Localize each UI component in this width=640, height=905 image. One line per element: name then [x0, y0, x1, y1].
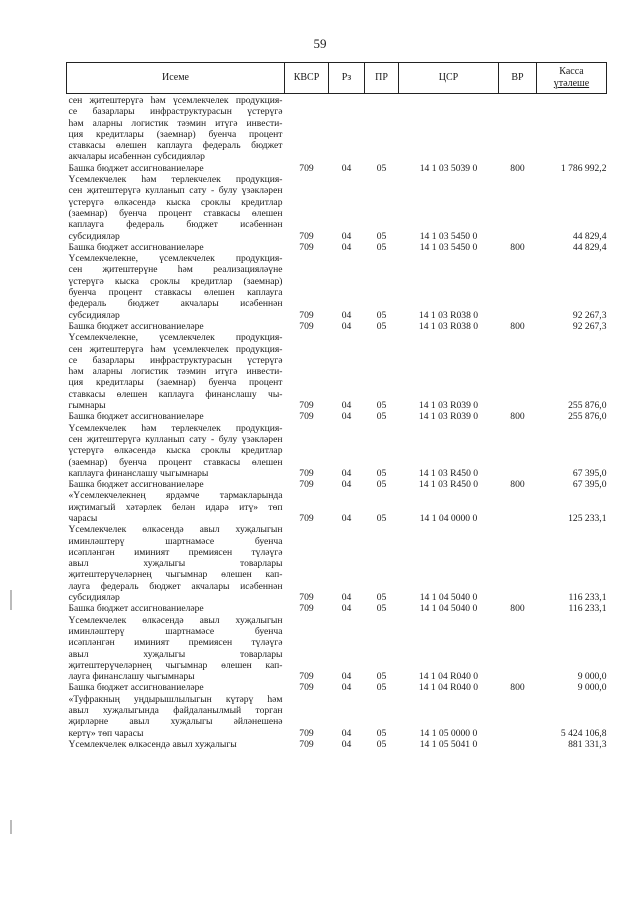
csr-cell: 14 1 03 R450 0 [418, 467, 479, 479]
pr-cell: 05 [376, 411, 387, 423]
kvsr-cell: 709 [299, 671, 314, 683]
header-kvsr: КВСР [285, 63, 329, 94]
description-line: Башка бюджет ассигнованиеләре [68, 162, 204, 174]
kvsr-cell: 709 [299, 230, 314, 242]
table-row [67, 253, 607, 321]
amount-cell: 67 395,0 [572, 467, 607, 479]
vr-cell [499, 94, 537, 163]
rz-cell: 04 [341, 682, 352, 694]
description-line: ставкасы өлешен каплауга финанслашу чы- [68, 388, 283, 400]
row-description [67, 94, 285, 163]
description-line: авыл хуҗалыгы товарлары [68, 558, 283, 570]
description-line: ставкасы өлешен каплауга федераль бюджет [68, 140, 283, 152]
table-row [67, 94, 607, 163]
description-line: Үсемлекчелек өлкәсендә авыл хуҗалыгын [68, 524, 283, 536]
table-row [67, 423, 607, 479]
row-description [67, 321, 285, 332]
row-description [67, 163, 285, 174]
vr-cell [499, 423, 537, 479]
pr-cell: 05 [376, 592, 387, 604]
rz-cell [329, 94, 365, 163]
row-description [67, 242, 285, 253]
kvsr-cell: 709 [299, 309, 314, 321]
description-line: Башка бюджет ассигнованиеләре [68, 411, 204, 423]
rz-cell: 04 [341, 592, 352, 604]
description-line: Үсемлекчелек һәм терлекчелек продукция- [68, 422, 283, 434]
description-line: «Туфракның уңдырышлылыгын күтәрү һәм [68, 693, 283, 705]
table-row [67, 163, 607, 174]
amount-cell: 9 000,0 [577, 682, 607, 694]
vr-cell: 800 [510, 241, 525, 253]
row-description [67, 739, 285, 750]
row-description [67, 524, 285, 603]
table-row [67, 479, 607, 490]
csr-cell: 14 1 03 R038 0 [418, 320, 479, 332]
rz-cell: 04 [341, 671, 352, 683]
description-line: Башка бюджет ассигнованиеләре [68, 241, 204, 253]
table-row [67, 694, 607, 739]
kvsr-cell: 709 [299, 727, 314, 739]
description-line: ция кредитлары (заемнар) буенча процент [68, 377, 283, 389]
amount-cell: 116 233,1 [568, 603, 607, 615]
description-line: иҗтимагый хәтәрлек белән идарә итү» төп [68, 501, 283, 513]
vr-cell [499, 615, 537, 683]
kvsr-cell: 709 [299, 592, 314, 604]
description-line: Башка бюджет ассигнованиеләре [68, 320, 204, 332]
amount-cell: 9 000,0 [577, 671, 607, 683]
kvsr-cell: 709 [299, 162, 314, 174]
pr-cell: 05 [376, 230, 387, 242]
kvsr-cell: 709 [299, 241, 314, 253]
description-line: исәпләнгән иминият премиясен түләүгә [68, 546, 283, 558]
pr-cell: 05 [376, 320, 387, 332]
description-line: сен җитештерүгә кулланып сату - булу үзәкләрен [68, 433, 283, 445]
pr-cell: 05 [376, 400, 387, 412]
description-line: чарасы [68, 512, 98, 524]
description-line: һәм аларны логистик тәэмин итүгә инвести- [68, 117, 283, 129]
description-line: сен җитештерүгә кулланып сату - булу үзәкләрен [68, 185, 283, 197]
vr-cell [499, 524, 537, 603]
rz-cell: 04 [341, 162, 352, 174]
vr-cell: 800 [510, 162, 525, 174]
amount-cell: 92 267,3 [572, 320, 607, 332]
pr-cell: 05 [376, 479, 387, 491]
description-line: лауга федераль бюджет акчалары исәбеннән [68, 580, 283, 592]
description-line: иминләштерү шартнамәсе буенча [68, 625, 283, 637]
vr-cell [499, 174, 537, 242]
rz-cell: 04 [341, 320, 352, 332]
csr-cell: 14 1 04 0000 0 [419, 512, 478, 524]
vr-cell: 800 [510, 682, 525, 694]
table-row [67, 739, 607, 750]
description-line: каплауга финанслашу чыгымнары [68, 467, 209, 479]
kvsr-cell: 709 [299, 467, 314, 479]
csr-cell: 14 1 03 R039 0 [418, 411, 479, 423]
kvsr-cell: 709 [299, 320, 314, 332]
description-line: буенча процент ставкасы өлешен каплауга [68, 287, 283, 299]
amount-cell: 92 267,3 [572, 309, 607, 321]
pr-cell: 05 [376, 738, 387, 750]
pr-cell: 05 [376, 603, 387, 615]
pr-cell: 05 [376, 309, 387, 321]
description-line: се базарлары инфраструктурасын үстерүгә [68, 106, 283, 118]
kvsr-cell: 709 [299, 400, 314, 412]
description-line: үстерүгә өлкәсендә кыска сроклы кредитлар [68, 445, 283, 457]
amount-cell: 125 233,1 [568, 512, 607, 524]
description-line: җитештерүчеләрнең чыгымнар өлешен кап- [68, 569, 283, 581]
vr-cell: 800 [510, 320, 525, 332]
amount-cell: 116 233,1 [568, 592, 607, 604]
vr-cell: 800 [510, 411, 525, 423]
vr-cell: 800 [510, 603, 525, 615]
row-description [67, 490, 285, 524]
description-line: үстерүгә кыска сроклы кредитлар (заемнар) [68, 275, 283, 287]
rz-cell: 04 [341, 411, 352, 423]
row-description [67, 615, 285, 683]
description-line: ция кредитлары (заемнар) буенча процент [68, 128, 283, 140]
csr-cell: 14 1 03 R039 0 [418, 400, 479, 412]
kvsr-cell: 709 [299, 512, 314, 524]
csr-cell [399, 94, 499, 163]
kvsr-cell: 709 [299, 682, 314, 694]
table-row [67, 490, 607, 524]
amount-cell: 1 786 992,2 [560, 162, 607, 174]
kvsr-cell: 709 [299, 603, 314, 615]
row-description [67, 682, 285, 693]
header-csr: ЦСР [399, 63, 499, 94]
kvsr-cell: 709 [299, 479, 314, 491]
vr-cell [499, 253, 537, 321]
pr-cell: 05 [376, 727, 387, 739]
description-line: «Үсемлекчелекнең ярдәмче тармакларында [68, 490, 283, 502]
description-line: Башка бюджет ассигнованиеләре [68, 603, 204, 615]
amount-cell: 44 829,4 [572, 230, 607, 242]
pr-cell: 05 [376, 682, 387, 694]
amount-cell: 881 331,3 [568, 738, 607, 750]
rz-cell: 04 [341, 467, 352, 479]
header-rz: Рз [329, 63, 365, 94]
amount-cell: 255 876,0 [568, 400, 607, 412]
rz-cell: 04 [341, 241, 352, 253]
description-line: субсидияләр [68, 309, 120, 321]
vr-cell [499, 490, 537, 524]
table-row [67, 242, 607, 253]
page-number: 59 [313, 36, 327, 51]
budget-table [66, 62, 607, 750]
description-line: (заемнар) буенча процент ставкасы өлешен [68, 456, 283, 468]
row-description [67, 332, 285, 411]
description-line: сен җитештерүгә һәм үсемлекчелек продукция- [68, 95, 283, 106]
pr-cell: 05 [376, 512, 387, 524]
pr-cell: 05 [376, 671, 387, 683]
description-line: һәм аларны логистик тәэмин итүгә инвести- [68, 366, 283, 378]
description-line: Үсемлекчелекне, үсемлекчелек продукция- [68, 332, 283, 344]
rz-cell: 04 [341, 400, 352, 412]
header-amount [537, 63, 607, 94]
vr-cell [499, 332, 537, 411]
csr-cell: 14 1 04 R040 0 [418, 671, 479, 683]
description-line: авыл хуҗалыгы товарлары [68, 648, 283, 660]
description-line: субсидияләр [68, 592, 120, 604]
csr-cell: 14 1 03 5450 0 [419, 241, 478, 253]
description-line: җирләрне авыл хуҗалыгы әйләнешенә [68, 716, 283, 728]
vr-cell [499, 694, 537, 739]
description-line: үстерүгә өлкәсендә кыска сроклы кредитлар [68, 196, 283, 208]
pr-cell: 05 [376, 467, 387, 479]
csr-cell: 14 1 03 R038 0 [418, 309, 479, 321]
pr-cell: 05 [376, 241, 387, 253]
row-description [67, 174, 285, 242]
vr-cell: 800 [510, 479, 525, 491]
row-description [67, 603, 285, 614]
description-line: кертү» төп чарасы [68, 727, 144, 739]
vr-cell [499, 739, 537, 750]
amount-cell [537, 94, 607, 163]
header-name: Исеме [67, 63, 285, 94]
csr-cell: 14 1 03 5450 0 [419, 230, 478, 242]
description-line: исәпләнгән иминият премиясен түләүгә [68, 637, 283, 649]
description-line: гымнары [68, 400, 106, 412]
csr-cell: 14 1 04 5040 0 [419, 592, 478, 604]
description-line: каплауга федераль бюджет исәбеннән [68, 219, 283, 231]
description-line: лауга финанслашу чыгымнары [68, 671, 195, 683]
description-line: (заемнар) буенча процент ставкасы өлешен [68, 207, 283, 219]
header-vr: ВР [499, 63, 537, 94]
csr-cell: 14 1 05 5041 0 [419, 738, 478, 750]
description-line: Башка бюджет ассигнованиеләре [68, 479, 204, 491]
amount-cell: 67 395,0 [572, 479, 607, 491]
table-row [67, 174, 607, 242]
header-amount-line1: Касса [559, 66, 584, 77]
table-row [67, 682, 607, 693]
table-header [67, 63, 607, 94]
description-line: иминләштерү шартнамәсе буенча [68, 535, 283, 547]
row-description [67, 694, 285, 739]
description-line: җитештерүчеләрнең чыгымнар өлешен кап- [68, 659, 283, 671]
description-line: федераль бюджет акчалары исәбеннән [68, 298, 283, 310]
table-row [67, 411, 607, 422]
description-line: авыл хуҗалыгында файдаланылмый торган [68, 705, 283, 717]
table-row [67, 615, 607, 683]
rz-cell: 04 [341, 309, 352, 321]
table-row [67, 524, 607, 603]
margin-mark [10, 820, 12, 834]
description-line: сен җитештерүгә һәм үсемлекчелек продукция- [68, 343, 283, 355]
header-amount-line2: үтәлеше [553, 78, 590, 89]
rz-cell: 04 [341, 738, 352, 750]
pr-cell [365, 94, 399, 163]
row-description [67, 411, 285, 422]
table-row [67, 321, 607, 332]
description-line: сен җитештерүне һәм реализацияләүне [68, 264, 283, 276]
description-line: Үсемлекчелекне, үсемлекчелек продукция- [68, 253, 283, 265]
amount-cell: 5 424 106,8 [560, 727, 607, 739]
rz-cell: 04 [341, 230, 352, 242]
description-line: се базарлары инфраструктурасын үстерүгә [68, 354, 283, 366]
description-line: Үсемлекчелек һәм терлекчелек продукция- [68, 174, 283, 186]
description-line: Үсемлекчелек өлкәсендә авыл хуҗалыгын [68, 614, 283, 626]
rz-cell: 04 [341, 512, 352, 524]
rz-cell: 04 [341, 727, 352, 739]
description-line: Үсемлекчелек өлкәсендә авыл хуҗалыгы [68, 738, 237, 750]
description-line: Башка бюджет ассигнованиеләре [68, 682, 204, 694]
row-description [67, 253, 285, 321]
csr-cell: 14 1 04 R040 0 [418, 682, 479, 694]
amount-cell: 255 876,0 [568, 411, 607, 423]
kvsr-cell: 709 [299, 738, 314, 750]
header-pr: ПР [365, 63, 399, 94]
table-body [67, 94, 607, 751]
rz-cell: 04 [341, 603, 352, 615]
csr-cell: 14 1 04 5040 0 [419, 603, 478, 615]
amount-cell: 44 829,4 [572, 241, 607, 253]
description-line: акчалары исәбеннән субсидияләр [68, 151, 205, 163]
table-row [67, 603, 607, 614]
description-line: субсидияләр [68, 230, 120, 242]
row-description [67, 479, 285, 490]
csr-cell: 14 1 05 0000 0 [419, 727, 478, 739]
rz-cell: 04 [341, 479, 352, 491]
margin-mark [10, 590, 12, 610]
row-description [67, 423, 285, 479]
kvsr-cell: 709 [299, 411, 314, 423]
kvsr-cell [285, 94, 329, 163]
table-row [67, 332, 607, 411]
csr-cell: 14 1 03 R450 0 [418, 479, 479, 491]
csr-cell: 14 1 03 5039 0 [419, 162, 478, 174]
pr-cell: 05 [376, 162, 387, 174]
